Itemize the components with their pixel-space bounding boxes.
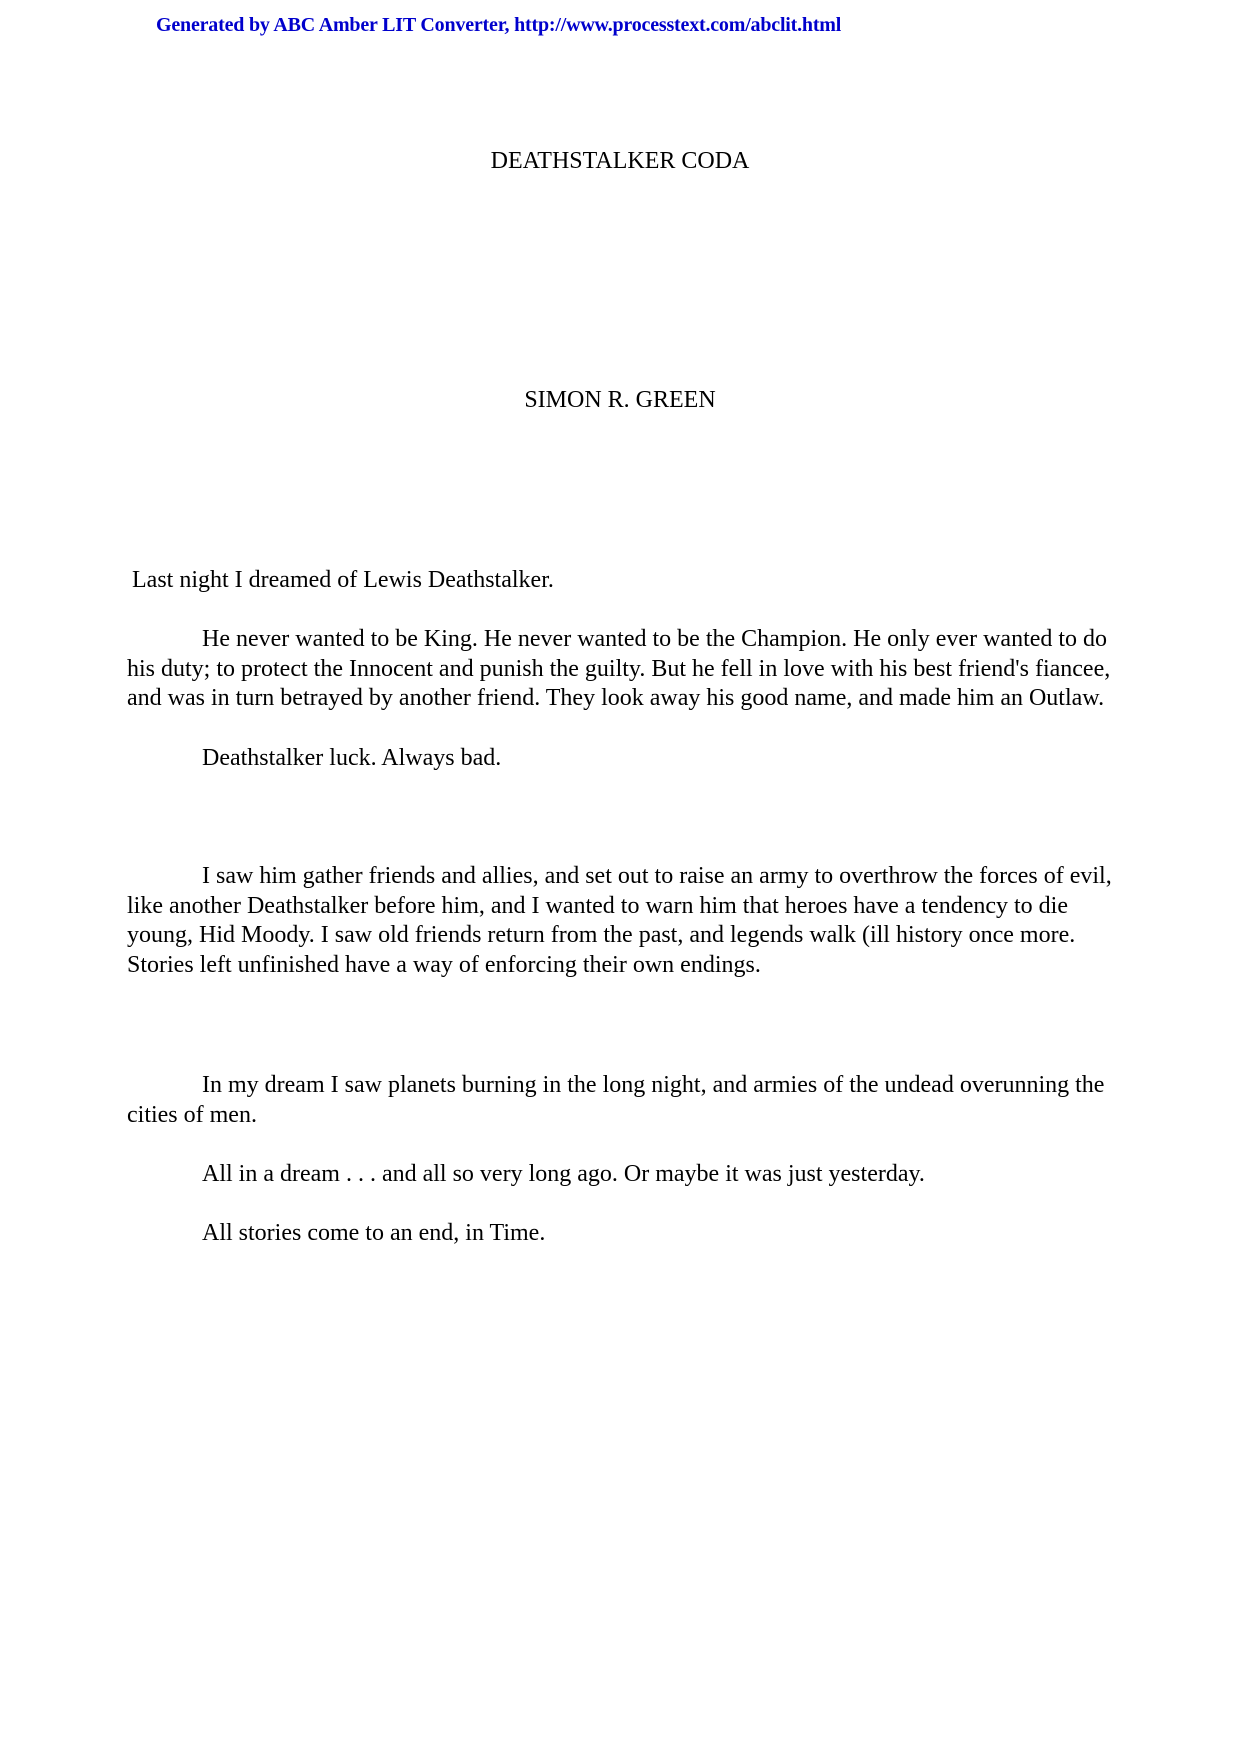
paragraph: In my dream I saw planets burning in the long night, and armies of the undead overunning the cities of men. <box>127 1072 1105 1128</box>
book-title: DEATHSTALKER CODA <box>490 148 750 174</box>
book-author: SIMON R. GREEN <box>524 387 716 413</box>
paragraph: I saw him gather friends and allies, and set out to raise an army to overthrow the forces of evil, like another Deathstalker before him, and I wanted to warn him that heroes have a tendency to die young, Hid Moody. I saw old friends return from the past, and legends walk (ill history once more. Stories left unfinished have a way of enforcing their own endings. <box>127 863 1112 978</box>
paragraph-opening: Last night I dreamed of Lewis Deathstalker. <box>132 567 554 593</box>
paragraph: He never wanted to be King. He never wanted to be the Champion. He only ever wanted to do his duty; to protect the Innocent and punish the guilty. But he fell in love with his best friend's fiancee, and was in turn betrayed by another friend. They look away his good name, and made him an Outlaw. <box>127 626 1111 712</box>
converter-credit-link[interactable]: Generated by ABC Amber LIT Converter, http://www.processtext.com/abclit.html <box>156 14 842 36</box>
paragraph: All in a dream . . . and all so very long ago. Or maybe it was just yesterday. <box>202 1161 925 1187</box>
paragraph-closing: All stories come to an end, in Time. <box>202 1220 546 1246</box>
paragraph: Deathstalker luck. Always bad. <box>202 745 502 771</box>
